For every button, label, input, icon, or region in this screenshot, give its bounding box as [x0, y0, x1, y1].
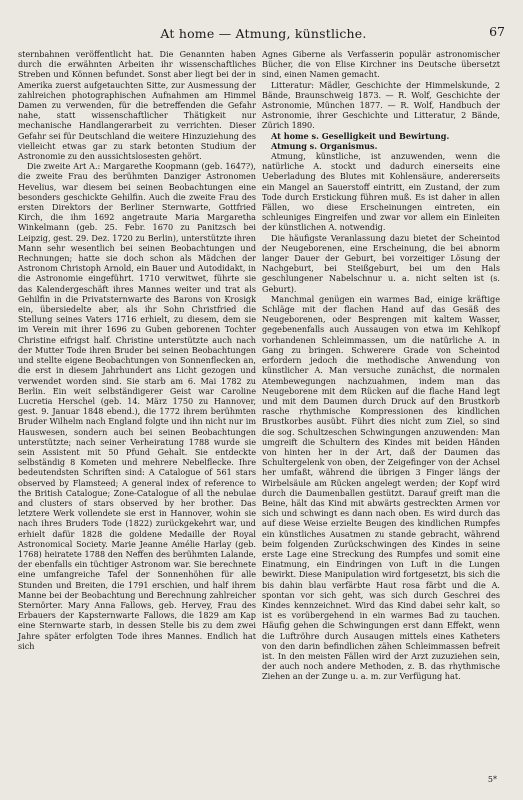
paragraph: sternbahnen veröffentlicht hat. Die Genannten haben durch die erwähnten Arbeiten ihr wissenschaftliches Streben und Können befundet. Sonst aber liegt bei der in Amerika zuerst aufgetauchten Sitte, zur Ausmessung der zahlreichen photographischen Aufnahmen am Himmel Damen zu verwenden, für die betreffenden die Gefahr nahe, statt wissenschaftlicher Thätigkeit nur mechanische Handlangerarbeit zu verrichten. Dieser Gefahr sei für Deutschland die weitere Hinzuziehung des vielleicht etwas gar zu stark betonten Studium der Astronomie zu den aussichtslosesten gehört. — [18, 49, 256, 162]
paragraph: Agnes Giberne als Verfasserin populär astronomischer Bücher, die von Elise Kirchner ins Deutsche übersetzt sind, einen Namen gemacht. — [262, 49, 500, 80]
entry-heading-atmung: Atmung s. Organismus. — [271, 140, 378, 151]
entry-heading-at-home: At home s. Geselligkeit und Bewirtung. — [271, 130, 450, 141]
running-header — [18, 26, 509, 44]
running-title: At home — Atmung, künstliche. — [160, 26, 367, 41]
right-column — [262, 49, 500, 682]
paragraph: Die häufigste Veranlassung dazu bietet der Scheintod der Neugeborenen, eine Erscheinung, die bei abnorm langer Dauer der Geburt, bei vorzeitiger Lösung der Nachgeburt, bei Steißgeburt, bei um den Hals geschlungener Nabelschnur u. a. nicht selten ist (s. Geburt). — [262, 232, 500, 294]
left-column — [18, 49, 256, 651]
entry-atmung-kuenstliche: Atmung, künstliche, ist anzuwenden, wenn die natürliche A. stockt und dadurch einerseits eine Ueberladung des Blutes mit Kohlensäure, andererseits ein Mangel an Sauerstoff eintritt, ein Zustand, der zum Tode durch Erstickung führen muß. Es ist daher in allen Fällen, wo diese Erscheinungen eintreten, ein schleuniges Eingreifen und zwar vor allem ein Einleiten der künstlichen A. notwendig. — [262, 151, 500, 233]
literature-note: Litteratur: Mädler, Geschichte der Himmelskunde, 2 Bände, Braunschweig 1873. — R. Wolf, Geschichte der Astronomie, München 1877. — R. Wolf, Handbuch der Astronomie, ihrer Geschichte und Litteratur, 2 Bände, Zürich 1890. — [262, 79, 500, 131]
paragraph: Manchmal genügen ein warmes Bad, einige kräftige Schläge mit der flachen Hand auf das Gesäß des Neugeborenen, oder Besprengen mit kaltem Wasser, gegebenenfalls auch Aussaugen von etwa im Kehlkopf vorhandenen Schleimmassen, um die natürliche A. in Gang zu bringen. Schwerere Grade von Scheintod erfordern jedoch die methodische Anwendung von künstlicher A. Man versuche zunächst, die normalen Atembewegungen nachzuahmen, indem man das Neugeborene mit dem Rücken auf die flache Hand legt und mit dem Daumen durch Druck auf den Brustkorb rasche rhythmische Kompressionen des kindlichen Brustkorbes ausübt. Führt dies nicht zum Ziel, so sind die sog. Schultzeschen Schwingungen anzuwenden: Man umgreift die Schultern des Kindes mit beiden Händen von hinten her in der Art, daß der Daumen das Schultergelenk von oben, der Zeigefinger von der Achsel her umfaßt, während die übrigen 3 Finger längs der Wirbelsäule am Rücken angelegt werden; der Kopf wird durch die Daumenballen gestützt. Darauf greift man die Beine, hält das Kind mit abwärts gestreckten Armen vor sich und schwingt es dann nach oben. Es wird durch das auf diese Weise erzielte Beugen des kindlichen Rumpfes ein künstliches Ausatmen zu stande gebracht, während beim folgenden Zurückschwingen des Kindes in seine erste Lage eine Streckung des Rumpfes und somit eine Einatmung, ein Eindringen von Luft in die Lungen bewirkt. Diese Manipulation wird fortgesetzt, bis sich die bis dahin blau verfärbte Haut rosa färbt und die A. spontan vor sich geht, was sich durch Geschrei des Kindes kennzeichnet. Wird das Kind dabei sehr kalt, so ist es vorübergehend in ein warmes Bad zu tauchen. Häufig gehen die Schwingungen erst dann Effekt, wenn die Luftröhre durch Ausaugen mittels eines Katheters von den darin befindlichen zähen Schleimmassen befreit ist. In den meisten Fällen wird der Arzt zuzuziehen sein, der auch noch andere Methoden, z. B. das rhythmische Ziehen an der Zunge u. a. m. zur Verfügung hat. — [262, 293, 500, 682]
paragraph: Die zweite Art A.: Margarethe Koopmann (geb. 1647?), die zweite Frau des berühmten Danziger Astronomen Hevelius, war diesem bei seinen Beobachtungen eine besonders geschickte Gehilfin. Auch die zweite Frau des ersten Direktors der Berliner Sternwarte, Gottfried Kirch, die ihm 1692 angetraute Maria Margaretha Winkelmann (geb. 25. Febr. 1670 zu Panitzsch bei Leipzig, gest. 29. Dez. 1720 zu Berlin), unterstützte ihren Mann sehr wesentlich bei seinen Beobachtungen und Rechnungen; hatte sie doch schon als Mädchen der Astronom Christoph Arnold, ein Bauer und Autodidakt, in die Astronomie eingeführt. 1710 verwitwet, führte sie das Kalendergeschäft ihres Mannes weiter und trat als Gehilfin in die Privatsternwarte des Barons von Krosigk ein, übersiedelte aber, als ihr Sohn Christfried die Stellung seines Vaters 1716 erhielt, zu diesem, dem sie im Verein mit ihrer 1696 zu Guben geborenen Tochter Christine eifrigst half. Christine unterstützte auch nach der Mutter Tode ihren Bruder bei seinen Beobachtungen und stellte eigene Beobachtungen von Sonnenflecken an, die erst in diesem Jahrhundert ans Licht gezogen und verwendet worden sind. Sie starb am 6. Mai 1782 zu Berlin. Ein weit selbständigerer Geist war Caroline Lucretia Herschel (geb. 14. März 1750 zu Hannover, gest. 9. Januar 1848 ebend.), die 1772 ihrem berühmten Bruder Wilhelm nach England folgte und ihn nicht nur im Hauswesen, sondern auch bei seinen Beobachtungen unterstützte; nach seiner Verheiratung 1788 wurde sie sein Assistent mit 50 Pfund Gehalt. Sie entdeckte selbständig 8 Kometen und mehrere Nebelflecke. Ihre bedeutendsten Schriften sind: A Catalogue of 561 stars observed by Flamsteed; A general index of reference to the British Catalogue; Zone-Catalogue of all the nebulae and clusters of stars observed by her brother. Das letztere Werk vollendete sie erst in Hannover, wohin sie nach ihres Bruders Tode (1822) zurückgekehrt war, und erhielt dafür 1828 die goldene Medaille der Royal Astronomical Society. Marie Jeanne Amélie Harlay (geb. 1768) heiratete 1788 den Neffen des berühmten Lalande, der ebenfalls ein tüchtiger Astronom war. Sie berechnete eine umfangreiche Tafel der Sonnenhöhen für alle Stunden und Breiten, die 1791 erschien, und half ihrem Manne bei der Beobachtung und Berechnung zahlreicher Sternörter. Mary Anna Fallows, geb. Hervey, Frau des Erbauers der Kapsternwarte Fallows, die 1829 am Kap eine Sternwarte starb, in dessen Stelle bis zu dem zwei Jahre später erfolgten Tode ihres Mannes. Endlich hat sich — [18, 161, 256, 651]
page-number: 67 — [489, 24, 505, 39]
signature-mark: 5* — [487, 775, 497, 784]
